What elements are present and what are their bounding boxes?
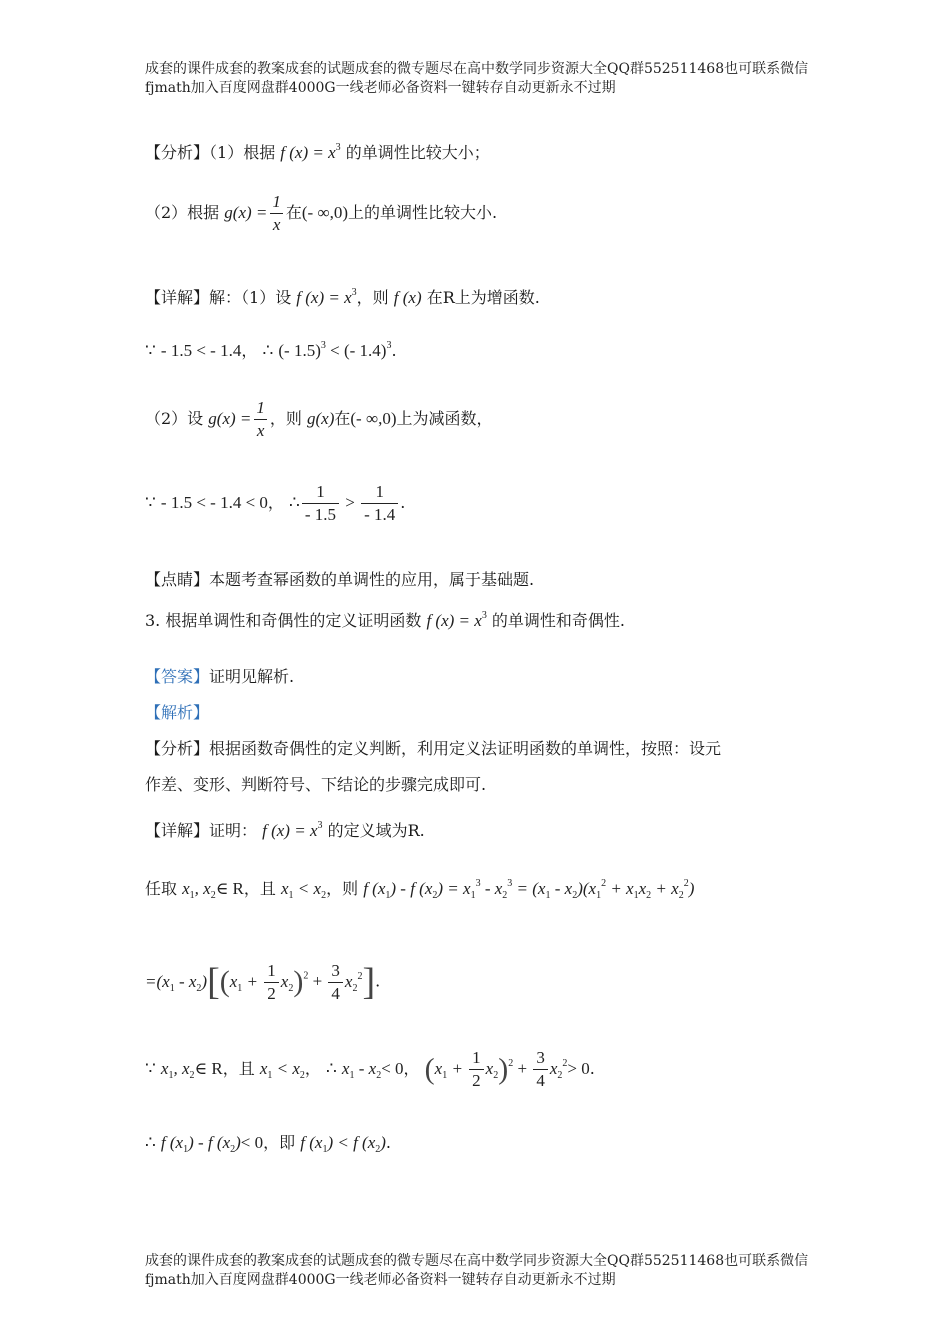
s3-analysis-line-1 bbox=[145, 736, 721, 759]
fraction-1-over-x: $\frac{1}{x}$ bbox=[269, 192, 284, 235]
comment-tag: 【点睛】 bbox=[145, 570, 210, 589]
question-3 bbox=[145, 608, 625, 631]
f-x1-lt-f-x2: f $(x_1) < f$ $(x_2)$ bbox=[300, 1133, 386, 1155]
period: . bbox=[391, 341, 397, 360]
difference-expansion: f $(x_1)$ - f $(x_2) = x_1^3 - x_2^3 = (x_1 - x_2)(x_1^2 + x_1x_2 + x_2^2)$ bbox=[363, 878, 695, 901]
s3-detail-prefix: 证明： bbox=[209, 821, 258, 840]
cube-rhs: (- 1.4)$^3$ bbox=[343, 340, 392, 360]
analysis-p2-suffix: 上的单调性比较大小. bbox=[348, 203, 498, 222]
plus-sign: + bbox=[513, 1059, 532, 1078]
answer-line bbox=[145, 664, 294, 687]
detail-ineq-line-2 bbox=[145, 482, 405, 525]
because-symbol: ∵ bbox=[145, 1059, 156, 1078]
qie: ，且 bbox=[222, 1059, 255, 1078]
f-definition: f $(x) = x^3$ bbox=[426, 610, 487, 630]
period: . bbox=[375, 971, 381, 991]
analysis-p2-prefix: （2）根据 bbox=[145, 203, 220, 222]
analysis-line-1 bbox=[145, 140, 490, 163]
period: . bbox=[385, 1133, 392, 1152]
f-definition: f $(x) = x^3$ bbox=[296, 287, 357, 307]
ji: ，即 bbox=[263, 1133, 296, 1152]
page-header: 成套的课件成套的教案成套的试题成套的微专题尽在高中数学同步资源大全QQ群552511468也可联系微信fjmath加入百度网盘群4000G一线老师必备资料一键转存自动更新永不过期 bbox=[145, 61, 809, 96]
x1-plus: $x_1$ + bbox=[229, 971, 263, 994]
lt-sign: < bbox=[325, 341, 344, 360]
analysis-tag: 【分析】 bbox=[145, 143, 210, 162]
comma: ， bbox=[241, 341, 258, 360]
x1-lt-x2: $x_1 < x_2$ bbox=[259, 1059, 305, 1081]
square-exp: 2 bbox=[303, 970, 309, 982]
detail-ineq-line-1 bbox=[145, 338, 397, 361]
s3-detail-line bbox=[145, 818, 425, 841]
x1-minus-x2: $x_1 - x_2$ bbox=[341, 1059, 382, 1081]
f-difference: f $(x_1)$ - f $(x_2)$ bbox=[160, 1133, 241, 1155]
detail-p1-suffix: 在R上为增函数. bbox=[426, 288, 540, 307]
detail-p2-suffix: 上为减函数， bbox=[396, 409, 493, 428]
cube-lhs: (- 1.5)$^3$ bbox=[278, 340, 326, 360]
fx: f (x) bbox=[393, 288, 422, 307]
proof-line-1 bbox=[145, 876, 694, 901]
bracket-close: ] bbox=[362, 961, 376, 1003]
paren-open: ( bbox=[219, 965, 230, 998]
because-symbol: ∵ bbox=[145, 341, 156, 360]
x2-squared: $x_2^2$ bbox=[344, 970, 363, 994]
therefore-symbol: ∴ bbox=[262, 341, 274, 360]
s3-analysis-text-1: 根据函数奇偶性的定义判断，利用定义法证明函数的单调性，按照：设元 bbox=[209, 739, 722, 758]
period: . bbox=[400, 493, 406, 512]
paren-open: ( bbox=[424, 1052, 435, 1086]
therefore-symbol: ∴ bbox=[326, 1059, 337, 1078]
in-R: ∈ R bbox=[194, 1059, 223, 1078]
fraction-half: $\frac{1}{2}$ bbox=[264, 961, 279, 1004]
gt-zero: > 0 bbox=[567, 1059, 590, 1078]
interval: (- ∞,0) bbox=[301, 203, 348, 222]
proof-line-4 bbox=[145, 1130, 391, 1155]
inequality-1: - 1.5 < - 1.4 bbox=[160, 341, 242, 360]
square-exp: 2 bbox=[508, 1058, 514, 1069]
because-symbol: ∵ bbox=[145, 493, 156, 512]
comma: ， bbox=[403, 1059, 420, 1078]
analysis-p1-prefix: （1）根据 bbox=[209, 143, 276, 162]
x1-plus: $x_1$ + bbox=[434, 1059, 468, 1081]
analysis-line-2 bbox=[145, 192, 497, 235]
x2-term: $x_2$ bbox=[280, 971, 294, 994]
lt-zero: < 0 bbox=[240, 1133, 264, 1152]
x2-term: $x_2$ bbox=[485, 1059, 499, 1081]
paren-close: ) bbox=[293, 965, 304, 998]
page-footer: 成套的课件成套的教案成套的试题成套的微专题尽在高中数学同步资源大全QQ群552511468也可联系微信fjmath加入百度网盘群4000G一线老师必备资料一键转存自动更新永不过期 bbox=[145, 1253, 809, 1288]
x2-squared: $x_2^2$ bbox=[549, 1058, 568, 1081]
detail-p1-prefix: 解：（1）设 bbox=[209, 288, 292, 307]
plus-sign: + bbox=[308, 971, 327, 991]
x1-x2: $x_1$, $x_2$ bbox=[160, 1059, 195, 1081]
question-3-prefix: 3. 根据单调性和奇偶性的定义证明函数 bbox=[145, 611, 422, 630]
fraction-1-over-x: $\frac{1}{x}$ bbox=[253, 398, 268, 441]
fraction-1-over-neg1.4: $\frac{1}{- 1.4}$ bbox=[361, 482, 398, 525]
fraction-1-over-neg1.5: $\frac{1}{- 1.5}$ bbox=[302, 482, 339, 525]
x1-x2: $x_1$, $x_2$ bbox=[182, 879, 216, 901]
bracket-open: [ bbox=[207, 961, 220, 1003]
fraction-three-quarters: $\frac{3}{4}$ bbox=[328, 961, 343, 1004]
interval: (- ∞,0) bbox=[350, 409, 397, 428]
proof-line-3 bbox=[145, 1048, 595, 1091]
comment-text: 本题考查幂函数的单调性的应用，属于基础题. bbox=[209, 570, 535, 589]
period: . bbox=[589, 1059, 595, 1078]
gx: g(x) bbox=[306, 409, 335, 428]
in-R: ∈ R bbox=[215, 879, 244, 898]
comma-ze: ，则 bbox=[356, 288, 389, 307]
therefore-symbol: ∴ bbox=[289, 493, 300, 512]
detail-p2-prefix: （2）设 bbox=[145, 409, 204, 428]
detail-line-2 bbox=[145, 398, 493, 441]
comma: ， bbox=[304, 1059, 321, 1078]
comma-ze: ，则 bbox=[269, 409, 302, 428]
f-definition: f $(x) = x^3$ bbox=[262, 820, 323, 840]
paren-close: ) bbox=[498, 1052, 509, 1086]
factor-x1-minus-x2: $=(x_1 - x_2)$ bbox=[145, 971, 208, 994]
fraction-three-quarters: $\frac{3}{4}$ bbox=[533, 1048, 548, 1091]
s3-analysis-line-2: 作差、变形、判断符号、下结论的步骤完成即可. bbox=[145, 775, 487, 794]
fraction-half: $\frac{1}{2}$ bbox=[469, 1048, 484, 1091]
answer-text: 证明见解析. bbox=[209, 667, 295, 686]
analysis-p1-suffix: 的单调性比较大小； bbox=[345, 143, 490, 162]
g-lhs: g(x) = bbox=[208, 409, 252, 428]
zai: 在 bbox=[285, 203, 302, 222]
qie: ，且 bbox=[243, 879, 276, 898]
x1-lt-x2: $x_1 < x_2$ bbox=[281, 879, 327, 901]
lt-zero: < 0 bbox=[381, 1059, 404, 1078]
s3-analysis-tag: 【分析】 bbox=[145, 739, 210, 758]
solution-label: 【解析】 bbox=[145, 703, 210, 722]
comma: ， bbox=[267, 493, 284, 512]
take-label: 任取 bbox=[145, 879, 178, 898]
gt-sign: > bbox=[341, 493, 360, 512]
ze: ，则 bbox=[326, 879, 359, 898]
s3-detail-suffix: 的定义域为R. bbox=[327, 821, 425, 840]
g-lhs: g(x) = bbox=[224, 203, 268, 222]
inequality-2: - 1.5 < - 1.4 < 0 bbox=[160, 493, 268, 512]
answer-tag: 【答案】 bbox=[145, 667, 210, 686]
f-definition: f $(x) = x^3$ bbox=[280, 142, 341, 162]
detail-tag: 【详解】 bbox=[145, 288, 210, 307]
question-3-suffix: 的单调性和奇偶性. bbox=[491, 611, 625, 630]
therefore-symbol: ∴ bbox=[145, 1133, 156, 1152]
detail-line-1 bbox=[145, 285, 540, 308]
comment-line bbox=[145, 567, 534, 590]
zai: 在 bbox=[334, 409, 351, 428]
s3-detail-tag: 【详解】 bbox=[145, 821, 210, 840]
proof-line-2 bbox=[145, 960, 380, 1004]
